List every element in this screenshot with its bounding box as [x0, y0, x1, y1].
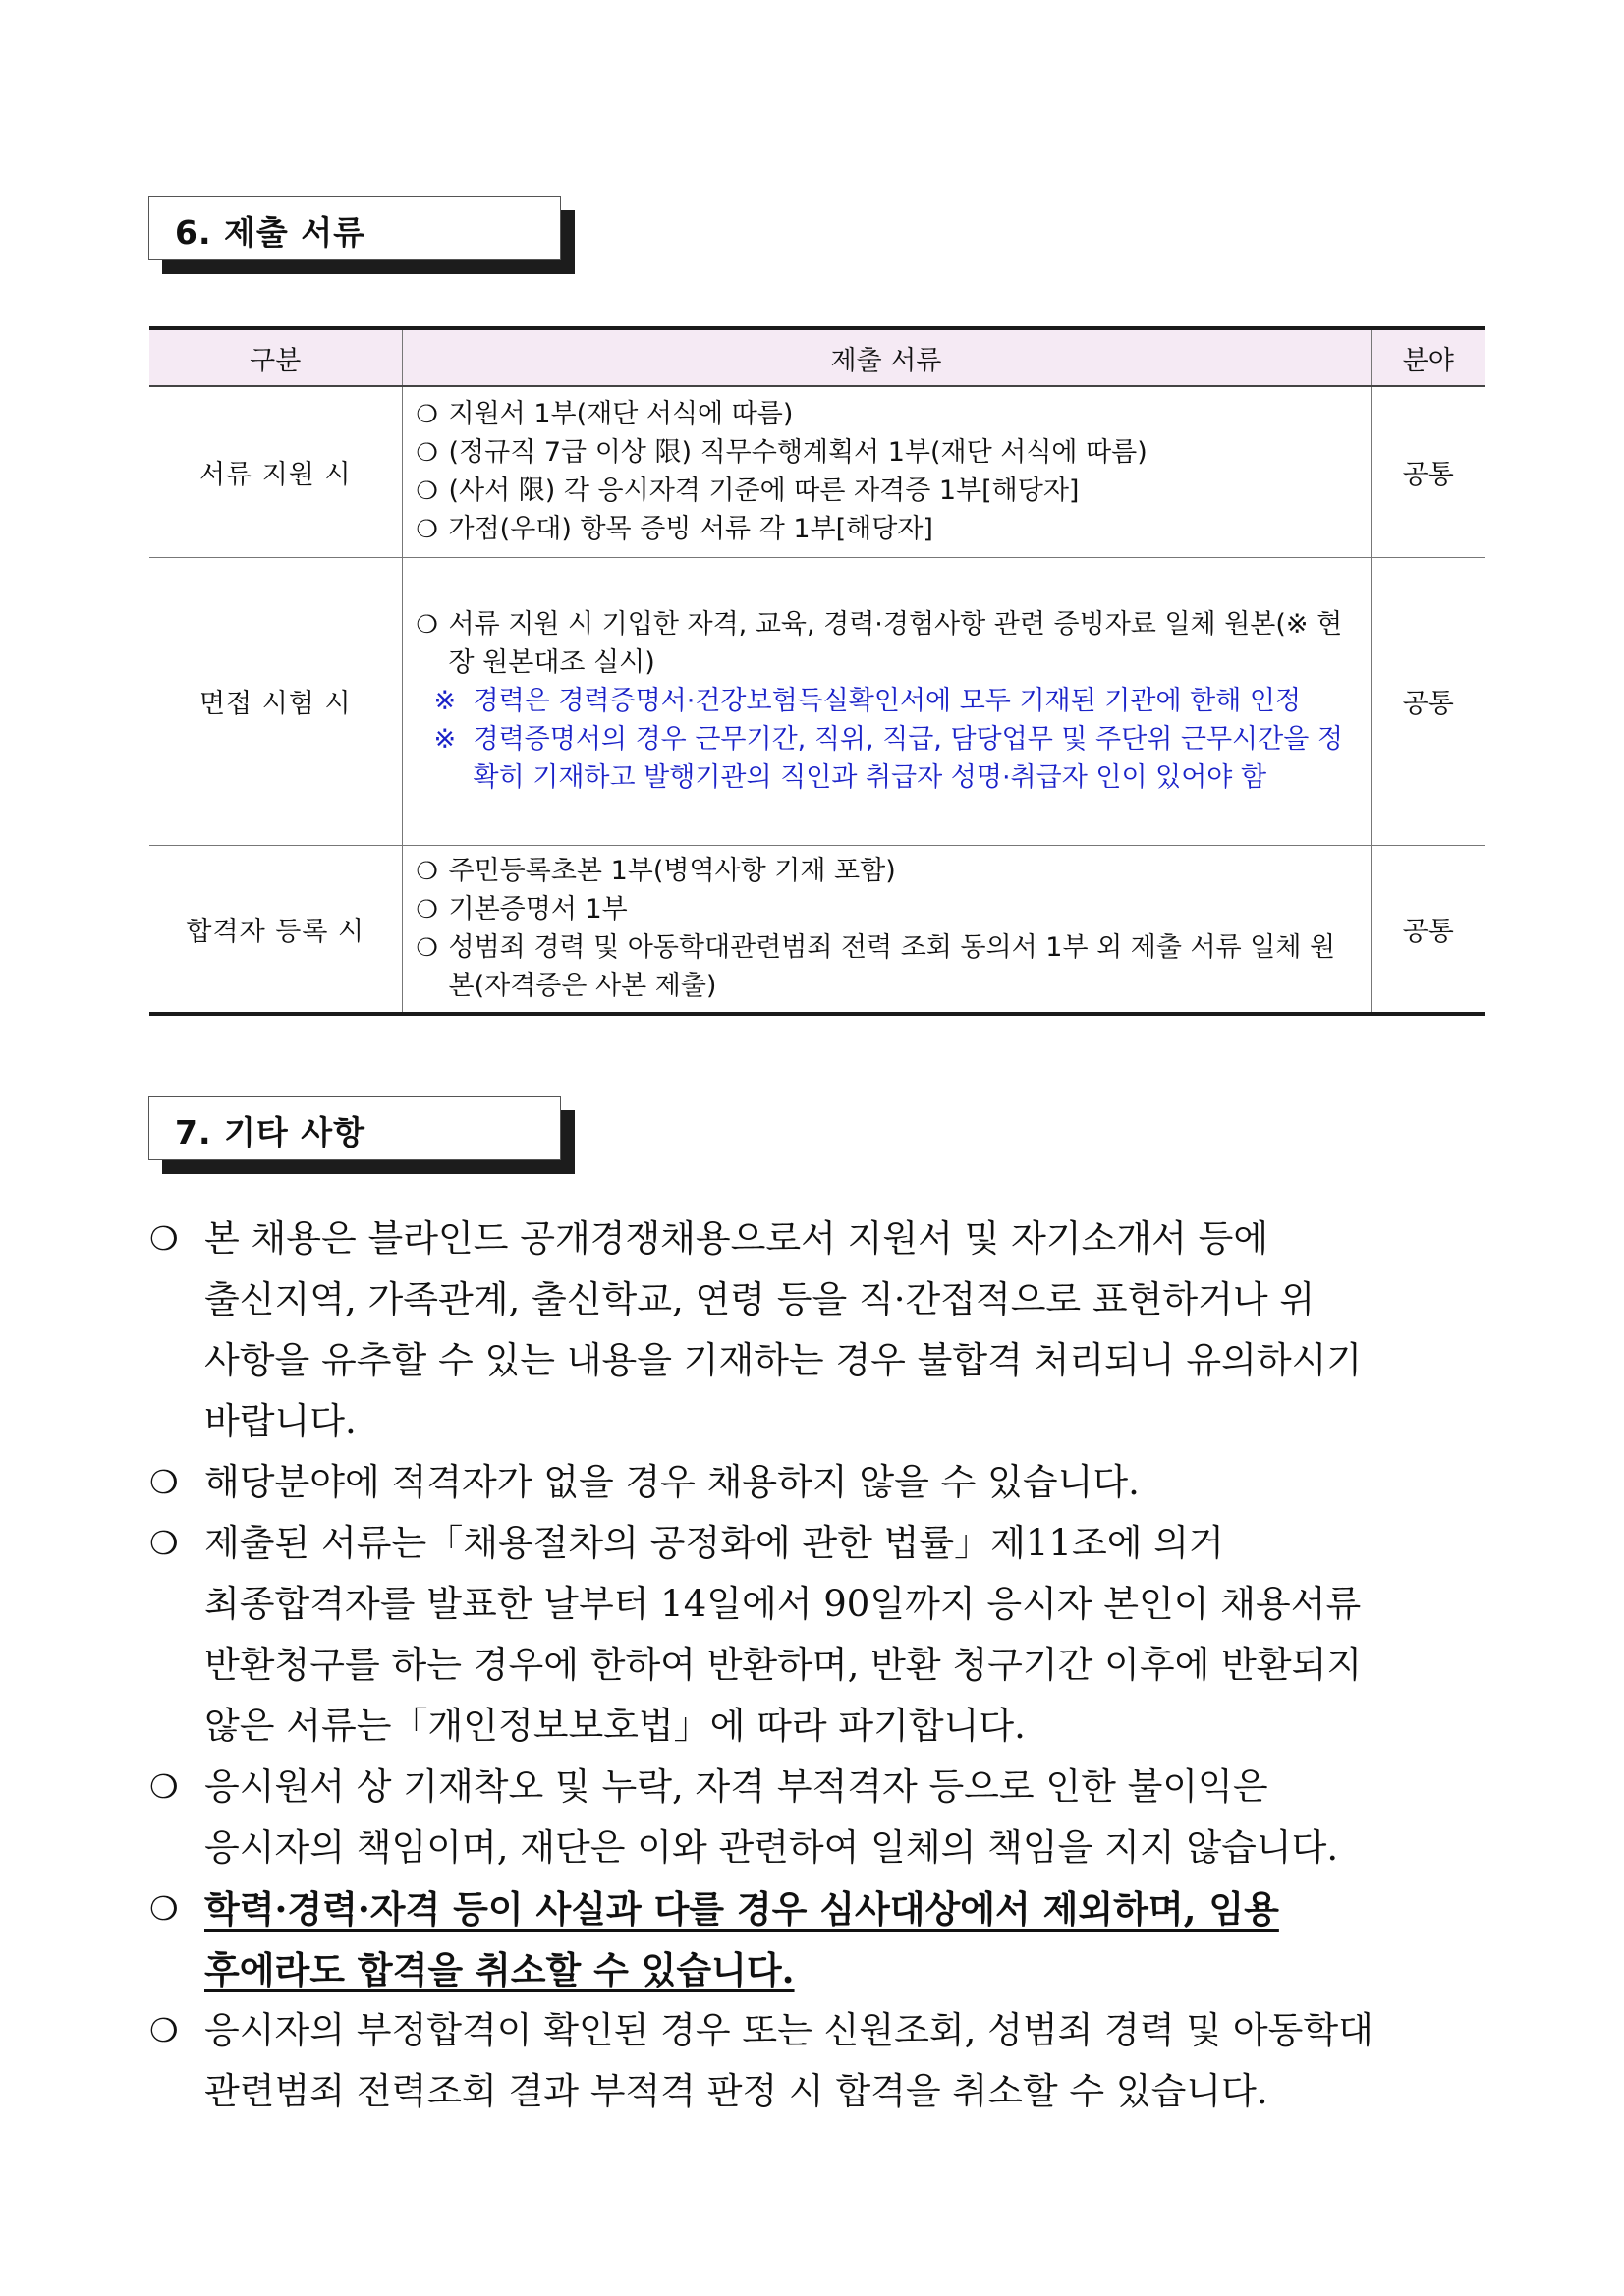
table-row: [149, 557, 1485, 845]
reference-mark-icon: ※: [433, 724, 457, 755]
row-field: 공통: [1371, 557, 1485, 845]
row-category: 합격자 등록 시: [149, 845, 402, 1014]
header-category: 구분: [149, 328, 402, 386]
row-items: [402, 557, 1371, 845]
header-documents: 제출 서류: [402, 328, 1371, 386]
table-row: [149, 386, 1485, 557]
row-category: 서류 지원 시: [149, 386, 402, 557]
row-field: 공통: [1371, 845, 1485, 1014]
list-item: ❍ 기본증명서 1부: [417, 890, 1361, 928]
circle-bullet-icon: ❍: [149, 1767, 179, 1806]
list-item: ❍ 지원서 1부(재단 서식에 따름): [417, 395, 1361, 433]
circle-bullet-icon: ❍: [149, 1889, 179, 1928]
paragraph-emphasized: ❍ 학력·경력·자격 등이 사실과 다를 경우 심사대상에서 제외하며, 임용 후에라도 합격을 취소할 수 있습니다.: [149, 1878, 1495, 2000]
circle-bullet-icon: ❍: [416, 438, 438, 468]
row-items: [402, 386, 1371, 557]
paragraph: ❍ 본 채용은 블라인드 공개경쟁채용으로서 지원서 및 자기소개서 등에 출신지역, 가족관계, 출신학교, 연령 등을 직·간접적으로 표현하거나 위 사항을 유추할 수 있는 내용을 기재하는 경우 불합격 처리되니 유의하시기 바랍니다.: [149, 1208, 1495, 1452]
circle-bullet-icon: ❍: [416, 476, 438, 506]
circle-bullet-icon: ❍: [416, 857, 438, 886]
paragraph: ❍ 응시원서 상 기재착오 및 누락, 자격 부적격자 등으로 인한 불이익은 응시자의 책임이며, 재단은 이와 관련하여 일체의 책임을 지지 않습니다.: [149, 1757, 1495, 1878]
table-header-row: [149, 328, 1485, 386]
section-7-body: [149, 1208, 1495, 2122]
circle-bullet-icon: ❍: [416, 515, 438, 544]
paragraph: ❍ 응시자의 부정합격이 확인된 경우 또는 신원조회, 성범죄 경력 및 아동학대 관련범죄 전력조회 결과 부적격 판정 시 합격을 취소할 수 있습니다.: [149, 2000, 1495, 2122]
circle-bullet-icon: ❍: [149, 1524, 179, 1562]
row-items: [402, 845, 1371, 1014]
circle-bullet-icon: ❍: [416, 400, 438, 429]
section-7-title: 7. 기타 사항: [175, 1113, 365, 1151]
section-7-heading-box: [148, 1096, 561, 1160]
list-item: ❍ 주민등록초본 1부(병역사항 기재 포함): [417, 852, 1361, 890]
section-6-heading-box: [148, 196, 561, 260]
paragraph: ❍ 제출된 서류는「채용절차의 공정화에 관한 법률」제11조에 의거 최종합격자를 발표한 날부터 14일에서 90일까지 응시자 본인이 채용서류 반환청구를 하는 경우에 한하여 반환하며, 반환 청구기간 이후에 반환되지 않은 서류는「개인정보보호법」에 따라 파기합니다.: [149, 1513, 1495, 1757]
table-row: [149, 845, 1485, 1014]
submission-documents-table: [149, 326, 1485, 1016]
circle-bullet-icon: ❍: [416, 610, 438, 639]
circle-bullet-icon: ❍: [149, 1463, 179, 1501]
header-field: 분야: [1371, 328, 1485, 386]
circle-bullet-icon: ❍: [416, 933, 438, 963]
circle-bullet-icon: ❍: [416, 895, 438, 924]
list-item: ❍ (정규직 7급 이상 限) 직무수행계획서 1부(재단 서식에 따름): [417, 433, 1361, 472]
list-item: ❍ 서류 지원 시 기입한 자격, 교육, 경력·경험사항 관련 증빙자료 일체 원본(※ 현장 원본대조 실시): [417, 605, 1361, 682]
reference-mark-icon: ※: [433, 686, 457, 716]
row-field: 공통: [1371, 386, 1485, 557]
circle-bullet-icon: ❍: [149, 1219, 179, 1258]
row-category: 면접 시험 시: [149, 557, 402, 845]
paragraph: ❍ 해당분야에 적격자가 없을 경우 채용하지 않을 수 있습니다.: [149, 1452, 1495, 1513]
list-item: ❍ 성범죄 경력 및 아동학대관련범죄 전력 조회 동의서 1부 외 제출 서류 일체 원본(자격증은 사본 제출): [417, 928, 1361, 1005]
section-6-title: 6. 제출 서류: [175, 213, 365, 252]
note-item: ※ 경력은 경력증명서·건강보험득실확인서에 모두 기재된 기관에 한해 인정: [417, 682, 1361, 720]
list-item: ❍ (사서 限) 각 응시자격 기준에 따른 자격증 1부[해당자]: [417, 472, 1361, 510]
circle-bullet-icon: ❍: [149, 2011, 179, 2049]
list-item: ❍ 가점(우대) 항목 증빙 서류 각 1부[해당자]: [417, 510, 1361, 548]
note-item: ※ 경력증명서의 경우 근무기간, 직위, 직급, 담당업무 및 주단위 근무시간을 정확히 기재하고 발행기관의 직인과 취급자 성명·취급자 인이 있어야 함: [417, 720, 1361, 797]
